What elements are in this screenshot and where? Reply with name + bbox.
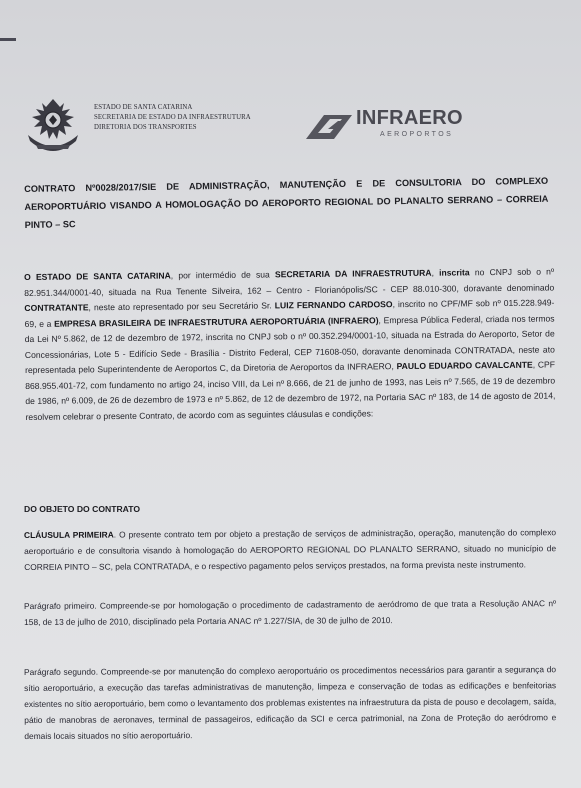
gov-line-secretariat: SECRETARIA DE ESTADO DA INFRAESTRUTURA bbox=[94, 114, 251, 121]
paragraph-first: Parágrafo primeiro. Compreende-se por homologação o procedimento de cadastramento de aeródromo de que trata a Resolução ANAC nº 158, de 13 de julho de 2010, disciplinado pela Portaria ANAC nº 1.227/SIA, de 30 de julho de 2010. bbox=[24, 598, 557, 627]
superintendent-name: PAULO EDUARDO CAVALCANTE bbox=[396, 359, 533, 372]
paragraph-second: Parágrafo segundo. Compreende-se por manutenção do complexo aeroportuário os procedimentos necessários para garantir a segurança do sítio aeroportuário, a execução das tarefas administrativas de manutenção, limpeza e conservação de todas as edificações e benfeitorias existentes no sítio aeroportuário, bem como o levantamento dos problemas existentes na infraestrutura da pista de pouso e decolagem, saída, pátio de manobras de aeronaves, terminal de passageiros, edificação da SCI e cerca patrimonial, na Zona de Proteção do aeródromo e demais locais situados no sítio aeroportuário. bbox=[24, 664, 557, 741]
secretary-name: LUIZ FERNANDO CARDOSO bbox=[274, 299, 393, 311]
registered-label: inscrita bbox=[439, 267, 470, 278]
clause-label: CLÁUSULA PRIMEIRA bbox=[24, 529, 114, 540]
letterhead bbox=[22, 95, 562, 165]
state-coat-of-arms-icon bbox=[22, 95, 84, 159]
gov-line-directorate: DIRETORIA DOS TRANSPORTES bbox=[94, 124, 197, 131]
gov-line-state: ESTADO DE SANTA CATARINA bbox=[94, 104, 193, 111]
party-secretariat: SECRETARIA DA INFRAESTRUTURA bbox=[274, 267, 432, 280]
contratante-label: CONTRATANTE bbox=[24, 302, 89, 313]
government-header bbox=[94, 103, 251, 133]
section-heading: DO OBJETO DO CONTRATO bbox=[24, 504, 141, 514]
intro-text: , Empresa Pública Federal, criada nos termos da Lei Nº 5.862, de 12 de dezembro de 1972, inscrita no CNPJ sob o nº 00.352.294/0001-10, situada na Estrada do Aeroporto, Setor de Concessionárias, Lote 5 - Edifício Sede - Brasília - Distrito Federal, CEP 71608-050, doravante denominada CONTRATADA, neste ato representada pelo Superintendente de Aeroportos C, da Diretoria de Aeroportos da INFRAERO, bbox=[24, 312, 555, 375]
infraero-logo bbox=[304, 105, 463, 149]
intro-text: , neste ato representado por seu Secretário Sr. bbox=[88, 300, 275, 313]
contract-intro-paragraph bbox=[24, 264, 556, 425]
intro-text: , CPF 868.955.401-72, com fundamento no artigo 24, inciso VIII, da Lei nº 8.666, de 21 de junho de 1993, nas Leis nº 7.565, de 19 de dezembro de 1986, nº 6.009, de 26 de dezembro de 1973 e nº 5.862, de 12 de dezembro de 1972, na Portaria SAC nº 183, de 14 de agosto de 2014, resolvem celebrar o presente Contrato, de acordo com as seguintes cláusulas e condições: bbox=[25, 359, 556, 422]
margin-mark bbox=[0, 38, 16, 41]
contract-title: CONTRATO Nº0028/2017/SIE DE ADMINISTRAÇÃO, MANUTENÇÃO E DE CONSULTORIA DO COMPLEXO AEROPORTUÁRIO VISANDO A HOMOLOGAÇÃO DO AEROPORTO REGIONAL DO PLANALTO SERRANO – CORREIA PINTO – SC bbox=[24, 175, 549, 230]
intro-text: , bbox=[431, 267, 440, 278]
clause-first-paragraph bbox=[24, 524, 556, 575]
party-infraero: EMPRESA BRASILEIRA DE INFRAESTRUTURA AEROPORTUÁRIA (INFRAERO) bbox=[54, 314, 379, 329]
clause-text: . O presente contrato tem por objeto a prestação de serviços de administração, operação, manutenção do complexo aeroportuário e de consultoria visando à homologação do AEROPORTO REGIONAL DO PLANALTO SERRANO, situado no município de CORREIA PINTO – SC, pela CONTRATADA, e o respectivo pagamento pelos serviços prestados, na forma prevista neste instrumento. bbox=[24, 527, 557, 572]
logo-wordmark: INFRAERO bbox=[356, 107, 463, 129]
intro-text: , inscrito no CPF/MF sob nº 015.228.949-69, e a bbox=[24, 297, 555, 329]
intro-text: , por intermédio de sua bbox=[170, 269, 276, 281]
infraero-logo-icon bbox=[304, 111, 354, 141]
intro-text: no CNPJ sob o nº 82.951.344/0001-40, situada na Rua Tenente Silveira, 162 – Centro - Florianópolis/SC - CEP 88.010-300, doravante denominado bbox=[24, 266, 555, 298]
party-state: O ESTADO DE SANTA CATARINA bbox=[24, 270, 171, 282]
logo-subtitle: AEROPORTOS bbox=[380, 131, 454, 138]
